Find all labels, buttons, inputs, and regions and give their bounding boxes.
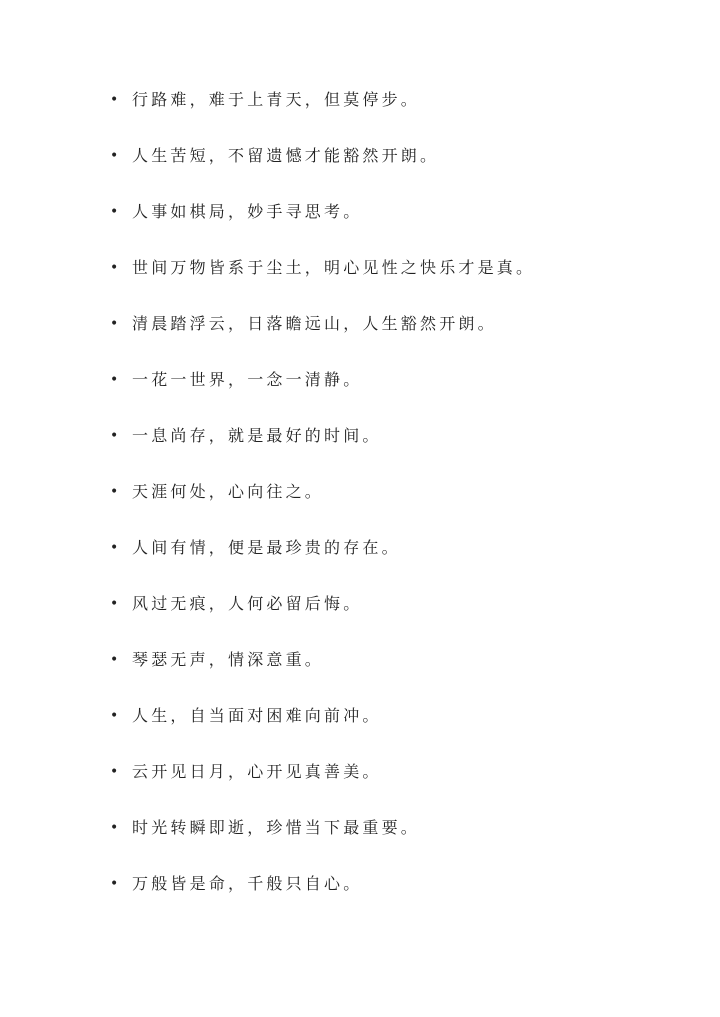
bullet-icon: •: [110, 484, 119, 500]
list-item-text: 人生，自当面对困难向前冲。: [132, 706, 382, 725]
list-item-text: 清晨踏浮云，日落瞻远山，人生豁然开朗。: [132, 314, 497, 333]
bullet-icon: •: [110, 708, 119, 724]
list-item: [110, 86, 690, 142]
list-item: [110, 366, 690, 422]
list-item-text: 云开见日月，心开见真善美。: [132, 762, 382, 781]
bullet-icon: •: [110, 260, 119, 276]
list-item: [110, 534, 690, 590]
list-item: [110, 870, 690, 926]
list-item: [110, 198, 690, 254]
bullet-icon: •: [110, 876, 119, 892]
list-item-text: 一花一世界，一念一清静。: [132, 370, 363, 389]
list-item-text: 万般皆是命，千般只自心。: [132, 874, 363, 893]
list-item-text: 风过无痕，人何必留后悔。: [132, 594, 363, 613]
list-item: [110, 758, 690, 814]
quote-list: [110, 86, 690, 926]
bullet-icon: •: [110, 596, 119, 612]
list-item-text: 世间万物皆系于尘土，明心见性之快乐才是真。: [132, 258, 536, 277]
list-item: [110, 254, 690, 310]
list-item: [110, 590, 690, 646]
list-item: [110, 646, 690, 702]
list-item-text: 一息尚存，就是最好的时间。: [132, 426, 382, 445]
bullet-icon: •: [110, 820, 119, 836]
bullet-icon: •: [110, 372, 119, 388]
bullet-icon: •: [110, 148, 119, 164]
list-item: [110, 142, 690, 198]
list-item: [110, 702, 690, 758]
bullet-icon: •: [110, 92, 119, 108]
bullet-icon: •: [110, 204, 119, 220]
list-item: [110, 310, 690, 366]
list-item-text: 时光转瞬即逝，珍惜当下最重要。: [132, 818, 421, 837]
bullet-icon: •: [110, 540, 119, 556]
list-item-text: 人生苦短，不留遗憾才能豁然开朗。: [132, 146, 440, 165]
bullet-icon: •: [110, 652, 119, 668]
bullet-icon: •: [110, 428, 119, 444]
list-item: [110, 814, 690, 870]
list-item: [110, 478, 690, 534]
bullet-icon: •: [110, 316, 119, 332]
list-item-text: 琴瑟无声，情深意重。: [132, 650, 325, 669]
list-item: [110, 422, 690, 478]
list-item-text: 人事如棋局，妙手寻思考。: [132, 202, 363, 221]
list-item-text: 天涯何处，心向往之。: [132, 482, 325, 501]
bullet-icon: •: [110, 764, 119, 780]
list-item-text: 行路难，难于上青天，但莫停步。: [132, 90, 421, 109]
list-item-text: 人间有情，便是最珍贵的存在。: [132, 538, 401, 557]
